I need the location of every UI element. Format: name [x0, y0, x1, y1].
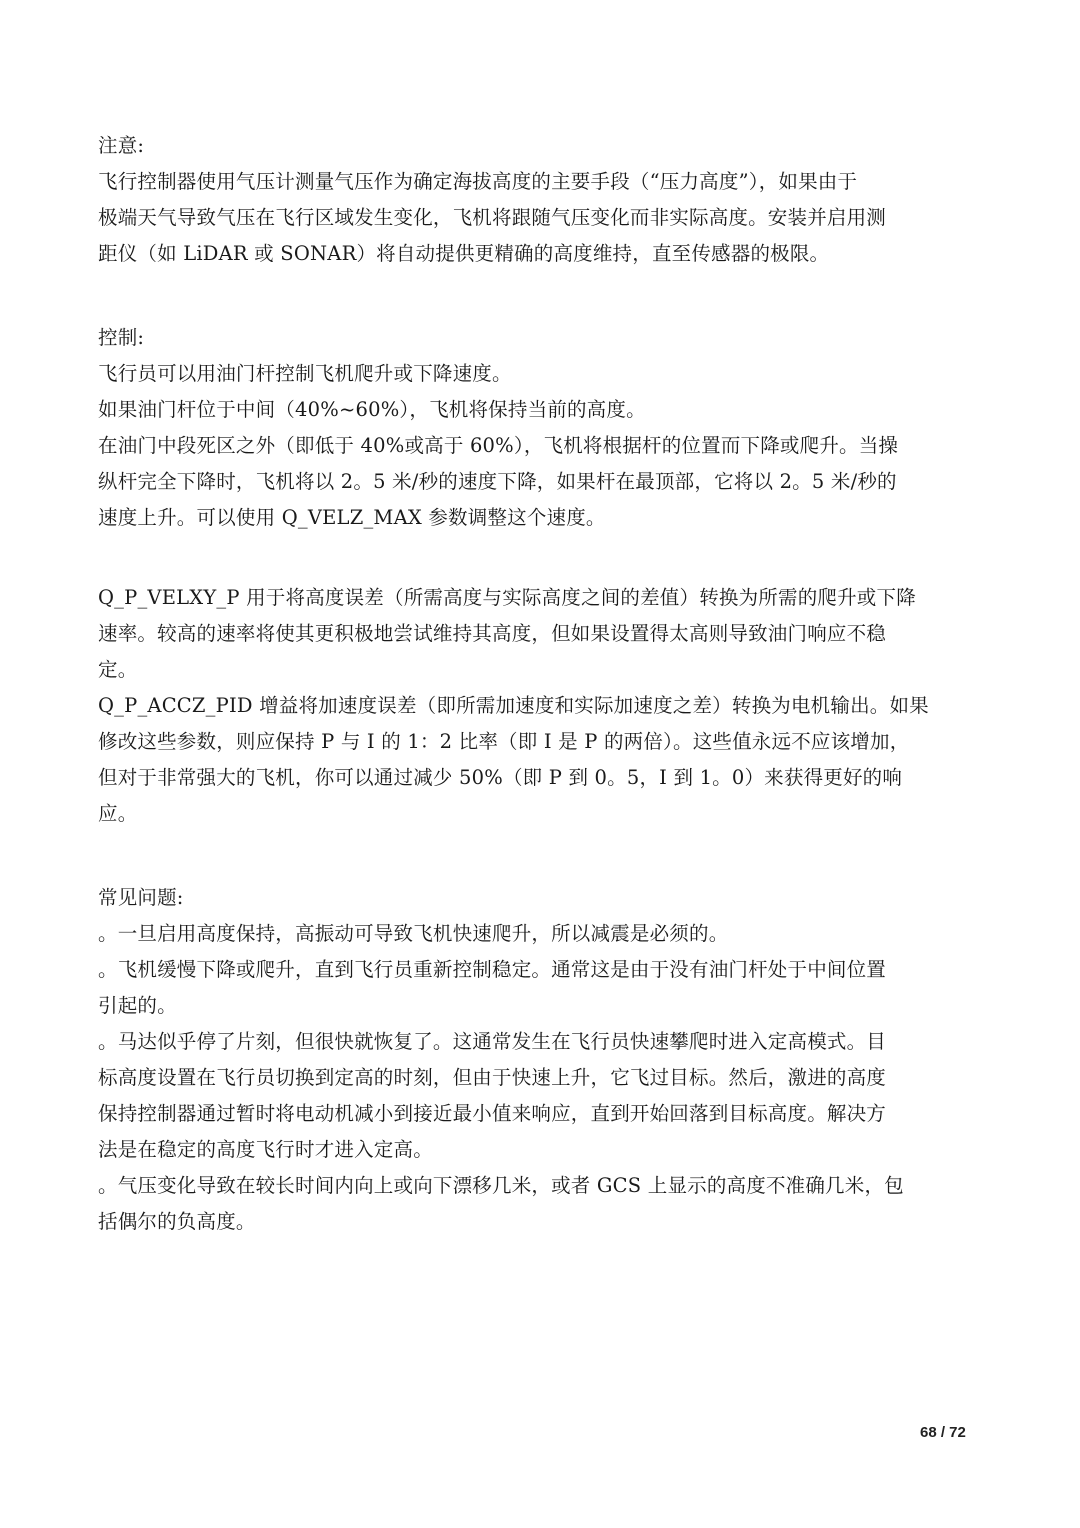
paragraph-line: Q_P_ACCZ_PID 增益将加速度误差（即所需加速度和实际加速度之差）转换为电机输出。如果 [98, 694, 929, 717]
paragraph-line: Q_P_VELXY_P 用于将高度误差（所需高度与实际高度之间的差值）转换为所需的爬升或下降 [98, 586, 916, 609]
section-spacer [98, 308, 983, 320]
section-spacer [98, 832, 983, 868]
list-item: 引起的。 [98, 994, 177, 1017]
section-heading: 控制: [98, 326, 145, 349]
paragraph-line: 飞行控制器使用气压计测量气压作为确定海拔高度的主要手段（“压力高度”），如果由于 [98, 170, 858, 193]
document-body [98, 128, 983, 1240]
page-number: 68 / 72 [920, 1424, 966, 1441]
paragraph-line: 速率。较高的速率将使其更积极地尝试维持其高度，但如果设置得太高则导致油门响应不稳 [98, 622, 887, 645]
list-item: 。马达似乎停了片刻，但很快就恢复了。这通常发生在飞行员快速攀爬时进入定高模式。目 [98, 1030, 887, 1053]
paragraph-line: 飞行员可以用油门杆控制飞机爬升或下降速度。 [98, 362, 512, 385]
paragraph-line: 纵杆完全下降时，飞机将以 2。5 米/秒的速度下降，如果杆在最顶部，它将以 2。5 米/秒的 [98, 470, 897, 493]
section-parameters [98, 580, 983, 832]
list-item: 。气压变化导致在较长时间内向上或向下漂移几米，或者 GCS 上显示的高度不准确几米，包 [98, 1174, 904, 1197]
paragraph-line: 定。 [98, 658, 138, 681]
list-item: 标高度设置在飞行员切换到定高的时刻，但由于快速上升，它飞过目标。然后，激进的高度 [98, 1066, 887, 1089]
paragraph-line: 如果油门杆位于中间（40%~60%），飞机将保持当前的高度。 [98, 398, 646, 421]
section-spacer [98, 868, 983, 880]
section-control [98, 320, 983, 536]
paragraph-line: 但对于非常强大的飞机，你可以通过减少 50%（即 P 到 0。5，I 到 1。0）来获得更好的响 [98, 766, 903, 789]
paragraph-line: 速度上升。可以使用 Q_VELZ_MAX 参数调整这个速度。 [98, 506, 606, 529]
paragraph-line: 距仪（如 LiDAR 或 SONAR）将自动提供更精确的高度维持，直至传感器的极限。 [98, 242, 830, 265]
list-item: 法是在稳定的高度飞行时才进入定高。 [98, 1138, 433, 1161]
list-item: 保持控制器通过暂时将电动机减小到接近最小值来响应，直到开始回落到目标高度。解决方 [98, 1102, 887, 1125]
section-spacer [98, 572, 983, 580]
list-item: 括偶尔的负高度。 [98, 1210, 256, 1233]
paragraph-line: 应。 [98, 802, 138, 825]
paragraph-line: 修改这些参数，则应保持 P 与 I 的 1：2 比率（即 I 是 P 的两倍）。这些值永远不应该增加， [98, 730, 910, 753]
section-heading: 常见问题: [98, 886, 184, 909]
section-faq [98, 880, 983, 1240]
paragraph-line: 在油门中段死区之外（即低于 40%或高于 60%），飞机将根据杆的位置而下降或爬升。当操 [98, 434, 899, 457]
section-spacer [98, 536, 983, 572]
paragraph-line: 极端天气导致气压在飞行区域发生变化，飞机将跟随气压变化而非实际高度。安装并启用测 [98, 206, 887, 229]
list-item: 。一旦启用高度保持，高振动可导致飞机快速爬升，所以减震是必须的。 [98, 922, 729, 945]
section-spacer [98, 272, 983, 308]
section-heading: 注意: [98, 134, 145, 157]
list-item: 。飞机缓慢下降或爬升，直到飞行员重新控制稳定。通常这是由于没有油门杆处于中间位置 [98, 958, 887, 981]
section-notice [98, 128, 983, 272]
